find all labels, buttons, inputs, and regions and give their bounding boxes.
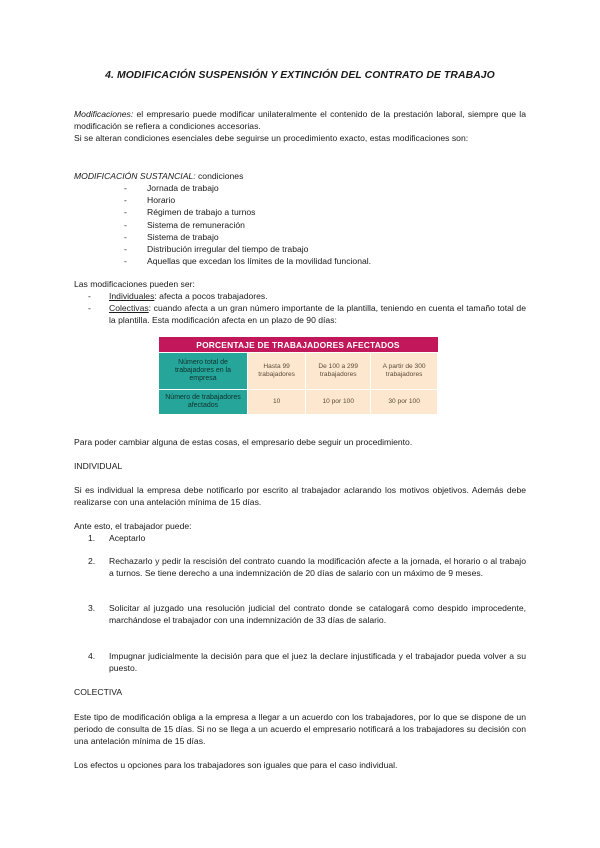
percentage-table [158,337,438,415]
list-item: 4. Impugnar judicialmente la decisión para que el juez la declare injustificada y el trabajador pueda volver a su puesto. [88,651,526,673]
intro-note: Si se alteran condiciones esenciales debe seguirse un procedimiento exacto, estas modificaciones son: [74,133,469,143]
list-item: - Distribución irregular del tiempo de trabajo [124,243,309,254]
list-item: - Régimen de trabajo a turnos [124,207,256,218]
list-item: - Horario [124,195,176,206]
tipos-list [88,290,526,326]
ante-text: Ante esto, el trabajador puede: [74,521,192,531]
table-row: Número total de trabajadores en la empresa Hasta 99 trabajadores De 100 a 299 trabajadores A partir de 300 trabajadores [159,353,438,390]
list-item: - Aquellas que excedan los límites de la movilidad funcional. [124,256,372,267]
tipos-heading: Las modificaciones pueden ser: [74,279,195,289]
list-item: - Sistema de remuneración [124,219,245,230]
colectiva-label: Colectivas [109,303,149,313]
individual-label: Individuales [109,291,155,301]
list-item: 3. Solicitar al juzgado una resolución judicial del contrato donde se catalogará como despido improcedente, marchándose el trabajador con una indemnización de 33 días de salario. [88,603,526,625]
sustancial-heading [74,170,526,182]
list-item: 2. Rechazarlo y pedir la rescisión del contrato cuando la modificación afecte a la jornada, el horario o al trabajo a turnos. Se tiene derecho a una indemnización de 20 días de salario con un máximo de 9 meses. [88,556,526,578]
efectos-text: Los efectos u opciones para los trabajadores son iguales que para el caso individual. [74,760,398,770]
intro-paragraph [74,108,526,144]
sustancial-list [124,182,424,267]
list-item: - Individuales: afecta a pocos trabajadores. [88,291,268,301]
page-title: 4. MODIFICACIÓN SUSPENSIÓN Y EXTINCIÓN DEL CONTRATO DE TRABAJO [105,70,495,81]
table-title: PORCENTAJE DE TRABAJADORES AFECTADOS [159,337,438,353]
intro-text: el empresario puede modificar unilateralmente el contenido de la prestación laboral, siempre que la modificación se refiera a condiciones accesorias. [74,109,526,131]
list-item: - Sistema de trabajo [124,231,219,242]
list-item: - Jornada de trabajo [124,183,219,193]
list-item: 1. Aceptarlo [88,533,146,543]
table-row: Número de trabajadores afectados 10 10 por 100 30 por 100 [159,389,438,414]
list-item: - Colectivas: cuando afecta a un gran número importante de la plantilla, teniendo en cuenta el tamaño total de la plantilla. Esta modificación afecta en un plazo de 90 días: [88,303,526,325]
sustancial-label: MODIFICACIÓN SUSTANCIAL: [74,171,196,181]
colectiva-text: Este tipo de modificación obliga a la empresa a llegar a un acuerdo con los trabajadores, por lo que se dispone de un periodo de consulta de 15 días. Si no se llega a un acuerdo el empresario notificará a los trabajadores su decisión con una antelación mínima de 15 días. [74,712,526,746]
intro-label: Modificaciones: [74,109,134,119]
procedimiento-text: Para poder cambiar alguna de estas cosas, el empresario debe seguir un procedimiento. [74,437,413,447]
colectiva-heading: COLECTIVA [74,687,123,697]
individual-text: Si es individual la empresa debe notificarlo por escrito al trabajador aclarando los motivos objetivos. Además debe realizarse con una antelación mínima de 15 días. [74,485,526,507]
sustancial-suffix: condiciones [195,171,244,181]
individual-heading: INDIVIDUAL [74,461,123,471]
